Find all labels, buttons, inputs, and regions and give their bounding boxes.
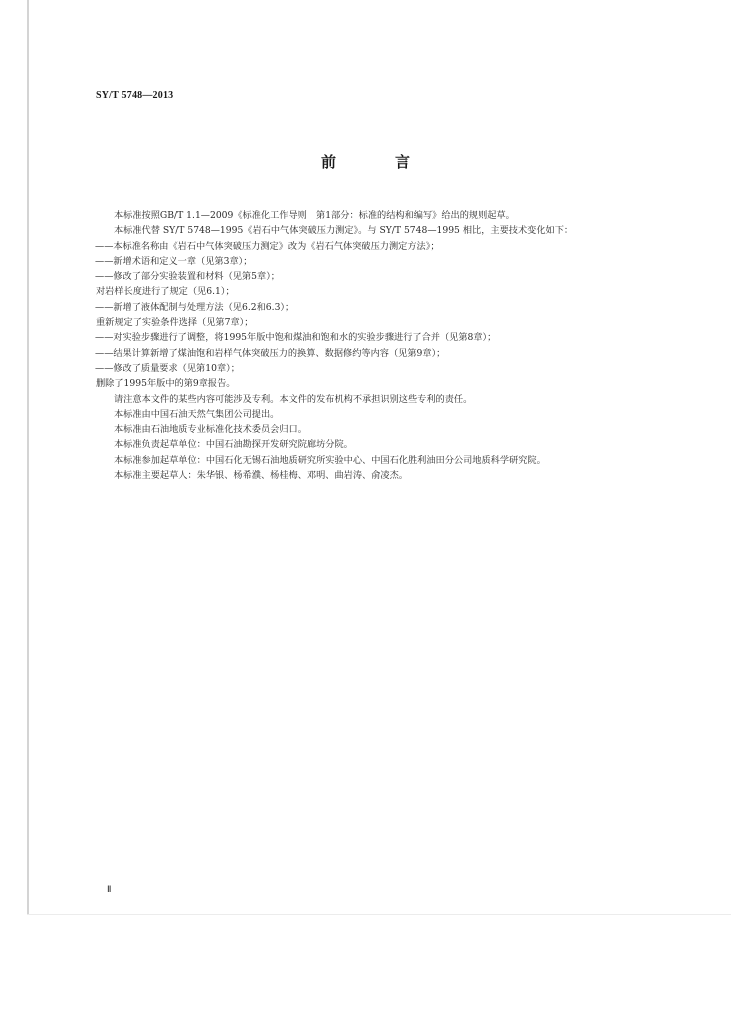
change-subitem: 对岩样长度进行了规定（见6.1）； bbox=[96, 286, 235, 298]
change-item: ——修改了质量要求（见第10章）； bbox=[95, 362, 240, 374]
change-item: ——修改了部分实验装置和材料（见第5章）； bbox=[95, 271, 280, 283]
change-item: ——结果计算新增了煤油饱和岩样气体突破压力的换算、数据修约等内容（见第9章）； bbox=[95, 347, 446, 359]
change-item: ——新增术语和定义一章（见第3章）； bbox=[95, 255, 253, 267]
paragraph-patent-notice: 请注意本文件的某些内容可能涉及专利。本文件的发布机构不承担识别这些专利的责任。 bbox=[114, 393, 473, 405]
page-number: Ⅱ bbox=[107, 884, 112, 894]
page-left-edge bbox=[27, 0, 29, 915]
paragraph-replacement: 本标准代替 SY/T 5748—1995《岩石中气体突破压力测定》。与 SY/T 5748—1995 相比，主要技术变化如下： bbox=[114, 225, 574, 237]
change-item: ——对实验步骤进行了调整，将1995年版中饱和煤油和饱和水的实验步骤进行了合并（见第8章）； bbox=[95, 332, 497, 344]
page-bottom-edge bbox=[27, 914, 731, 915]
paragraph-drafters: 本标准主要起草人：朱华银、杨希濮、杨桂梅、邓明、曲岩涛、俞凌杰。 bbox=[114, 470, 408, 482]
change-item: ——新增了液体配制与处理方法（见6.2和6.3）； bbox=[95, 301, 295, 313]
change-item: ——本标准名称由《岩石中气体突破压力测定》改为《岩石气体突破压力测定方法》； bbox=[95, 240, 440, 252]
page-title: 前 言 bbox=[320, 153, 432, 171]
paragraph-proposer: 本标准由中国石油天然气集团公司提出。 bbox=[114, 408, 280, 420]
change-subitem: 删除了1995年版中的第9章报告。 bbox=[96, 378, 236, 390]
paragraph-committee: 本标准由石油地质专业标准化技术委员会归口。 bbox=[114, 424, 307, 436]
foreword-body bbox=[96, 208, 636, 483]
paragraph-participating-units: 本标准参加起草单位：中国石化无锡石油地质研究所实验中心、中国石化胜利油田分公司地质科学研究院。 bbox=[114, 454, 546, 466]
paragraph-drafting-rules: 本标准按照GB/T 1.1—2009《标准化工作导则 第1部分：标准的结构和编写》给出的规则起草。 bbox=[114, 210, 515, 221]
standard-code: SY/T 5748—2013 bbox=[96, 90, 174, 101]
paragraph-lead-drafter-unit: 本标准负责起草单位：中国石油勘探开发研究院廊坊分院。 bbox=[114, 439, 353, 451]
change-subitem: 重新规定了实验条件选择（见第7章）； bbox=[96, 317, 254, 329]
